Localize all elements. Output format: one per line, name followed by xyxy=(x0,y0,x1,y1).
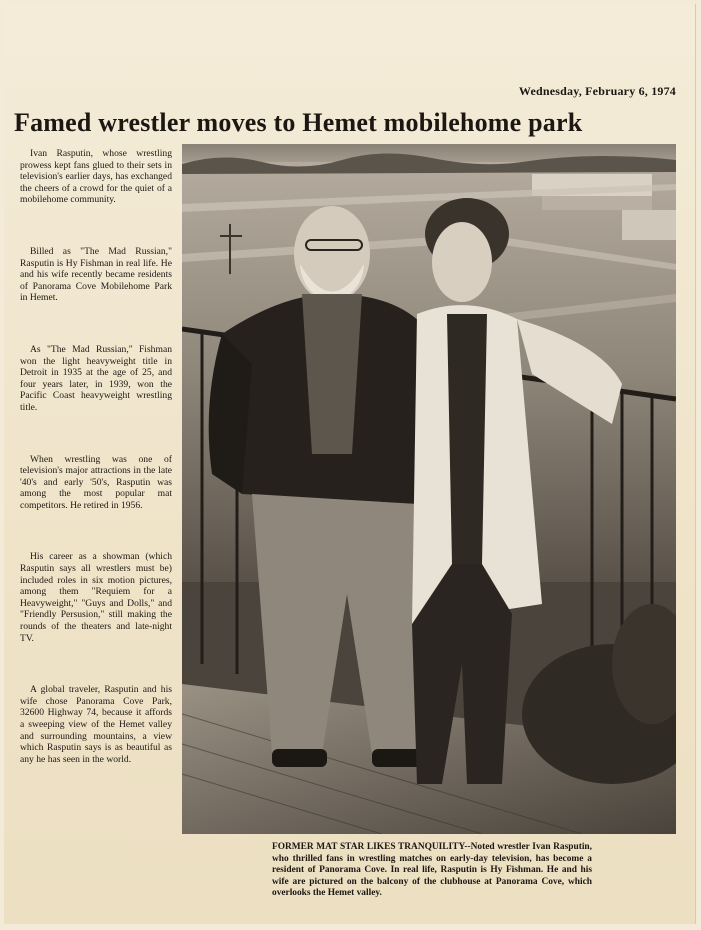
article-paragraph: A global traveler, Rasputin and his wife chose Panorama Cove Park, 32600 Highway 74, because it affords a sweeping view of the Hemet valley and surrounding mountains, a view which Rasputin says is as beautiful as any he has seen in the world. xyxy=(20,684,172,765)
caption-body: Noted wrestler Ivan Rasputin, who thrilled fans in wrestling matches on early-day television, has become a resident of Panorama Cove. In real life, Rasputin is Hy Fishman. He and his wife are pictured on the balcony of the clubhouse at Panorama Cove, which overlooks the Hemet valley. xyxy=(272,842,592,899)
article-paragraph: As "The Mad Russian," Fishman won the light heavyweight title in Detroit in 1935 at the age of 25, and four years later, in 1939, won the Pacific Coast heavyweight wrestling title. xyxy=(20,343,172,413)
headline: Famed wrestler moves to Hemet mobilehome park xyxy=(14,108,583,137)
article-paragraph: Billed as "The Mad Russian," Rasputin is Hy Fishman in real life. He and his wife recently became residents of Panorama Cove Mobilehome Park in Hemet. xyxy=(20,245,172,304)
article-paragraph: Ivan Rasputin, whose wrestling prowess kept fans glued to their sets in television's earlier days, has exchanged the cheers of a crowd for the quiet of a mobilehome community. xyxy=(20,148,172,206)
newspaper-clipping xyxy=(4,4,696,924)
photo-caption xyxy=(272,842,592,900)
article-paragraph: When wrestling was one of television's major attractions in the late '40's and early '50's, Rasputin was among the most popular mat competitors. He retired in 1956. xyxy=(20,453,172,511)
caption-lead: FORMER MAT STAR LIKES TRANQUILITY-- xyxy=(272,842,471,852)
dateline: Wednesday, February 6, 1974 xyxy=(518,84,676,98)
article-column xyxy=(20,148,172,805)
photo-illustration xyxy=(182,144,676,834)
article-paragraph: His career as a showman (which Rasputin says all wrestlers must be) included roles in six motion pictures, among them "Requiem for a Heavyweight," "Guys and Dolls," and "Friendly Persusion," still making the rounds of the theaters and late-night TV. xyxy=(20,551,172,644)
news-photo xyxy=(182,144,676,834)
